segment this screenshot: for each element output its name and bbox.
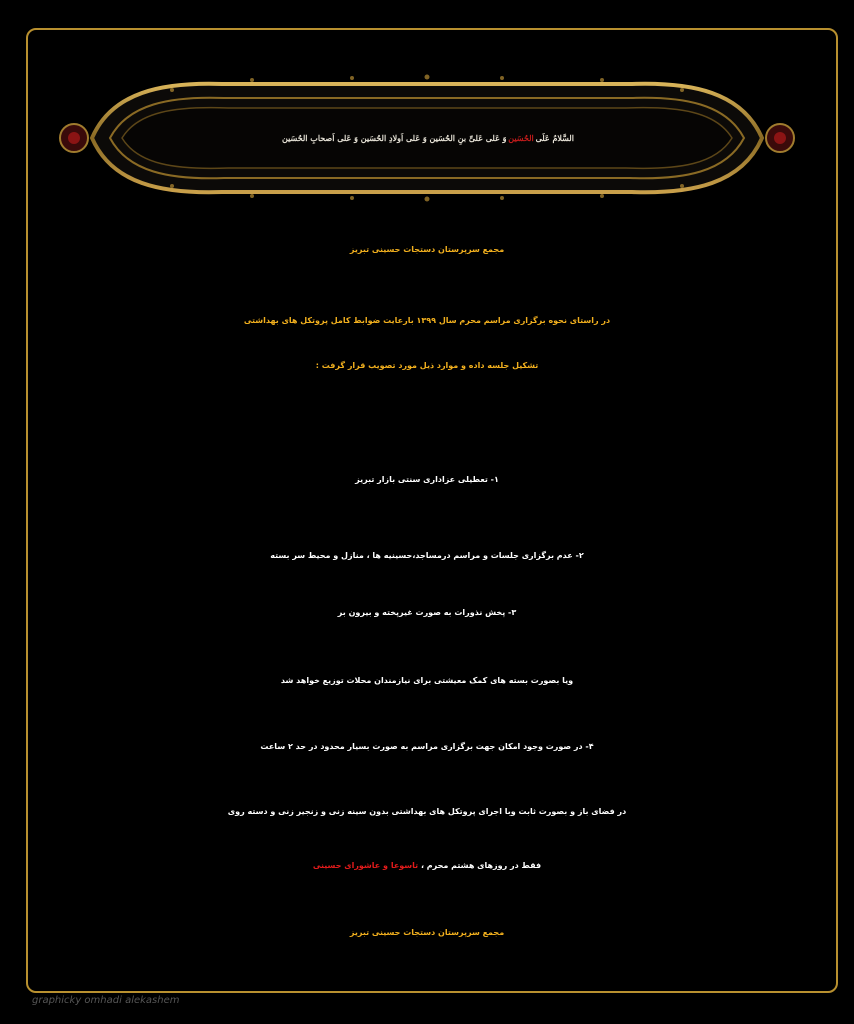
right-rosette-icon	[766, 124, 794, 152]
left-rosette-icon	[60, 124, 88, 152]
calligraphy-red-word: الحُسَین	[508, 133, 534, 143]
calligraphy-part2: وَ عَلی عَلیِّ بنِ الحُسَین وَ عَلی اَولادِ الحُسَین وَ عَلی اَصحابِ الحُسَین	[282, 133, 507, 143]
resolution-item-4: ۴- در صورت وجود امکان جهت برگزاری مراسم به صورت بسیار محدود در حد ۲ ساعت	[260, 742, 594, 751]
page-title: مجمع سرپرستان دستجات حسینی تبریز	[349, 245, 505, 254]
salutation-calligraphy	[120, 102, 736, 174]
final-line-prefix: فقط در روزهای هشتم محرم ،	[420, 861, 542, 870]
resolution-item-4-continuation: در فضای باز و بصورت ثابت وبا اجرای پروتکل های بهداشتی بدون سینه زنی و زنجیر زنی و دسته روی	[227, 807, 627, 816]
intro-line-2: تشکیل جلسه داده و موارد ذیل مورد تصویب قرار گرفت :	[315, 361, 539, 370]
resolution-item-3-continuation: ویا بصورت بسته های کمک معیشتی برای نیازمندان محلات توزیع خواهد شد	[280, 676, 574, 685]
final-line-highlight: تاسوعا و عاشورای حسینی	[312, 861, 419, 870]
resolution-item-1: ۱- تعطیلی عزاداری سنتی بازار تبریز	[355, 475, 499, 484]
intro-line-1: در راستای نحوه برگزاری مراسم محرم سال ۱۳۹۹ بارعایت ضوابط کامل پروتکل های بهداشتی	[243, 316, 611, 325]
calligraphy-part1: السَّلامُ عَلَی	[535, 133, 574, 143]
designer-credit: graphicky omhadi alekashem	[32, 995, 180, 1006]
resolution-item-4-final	[0, 861, 854, 870]
resolution-item-2: ۲- عدم برگزاری جلسات و مراسم درمساجد،حسینیه ها ، منازل و محیط سر بسته	[270, 551, 584, 560]
signature: مجمع سرپرستان دستجات حسینی تبریز	[349, 928, 505, 937]
resolution-item-3: ۳- پخش نذورات به صورت غیرپخته و بیرون بر	[337, 608, 517, 617]
